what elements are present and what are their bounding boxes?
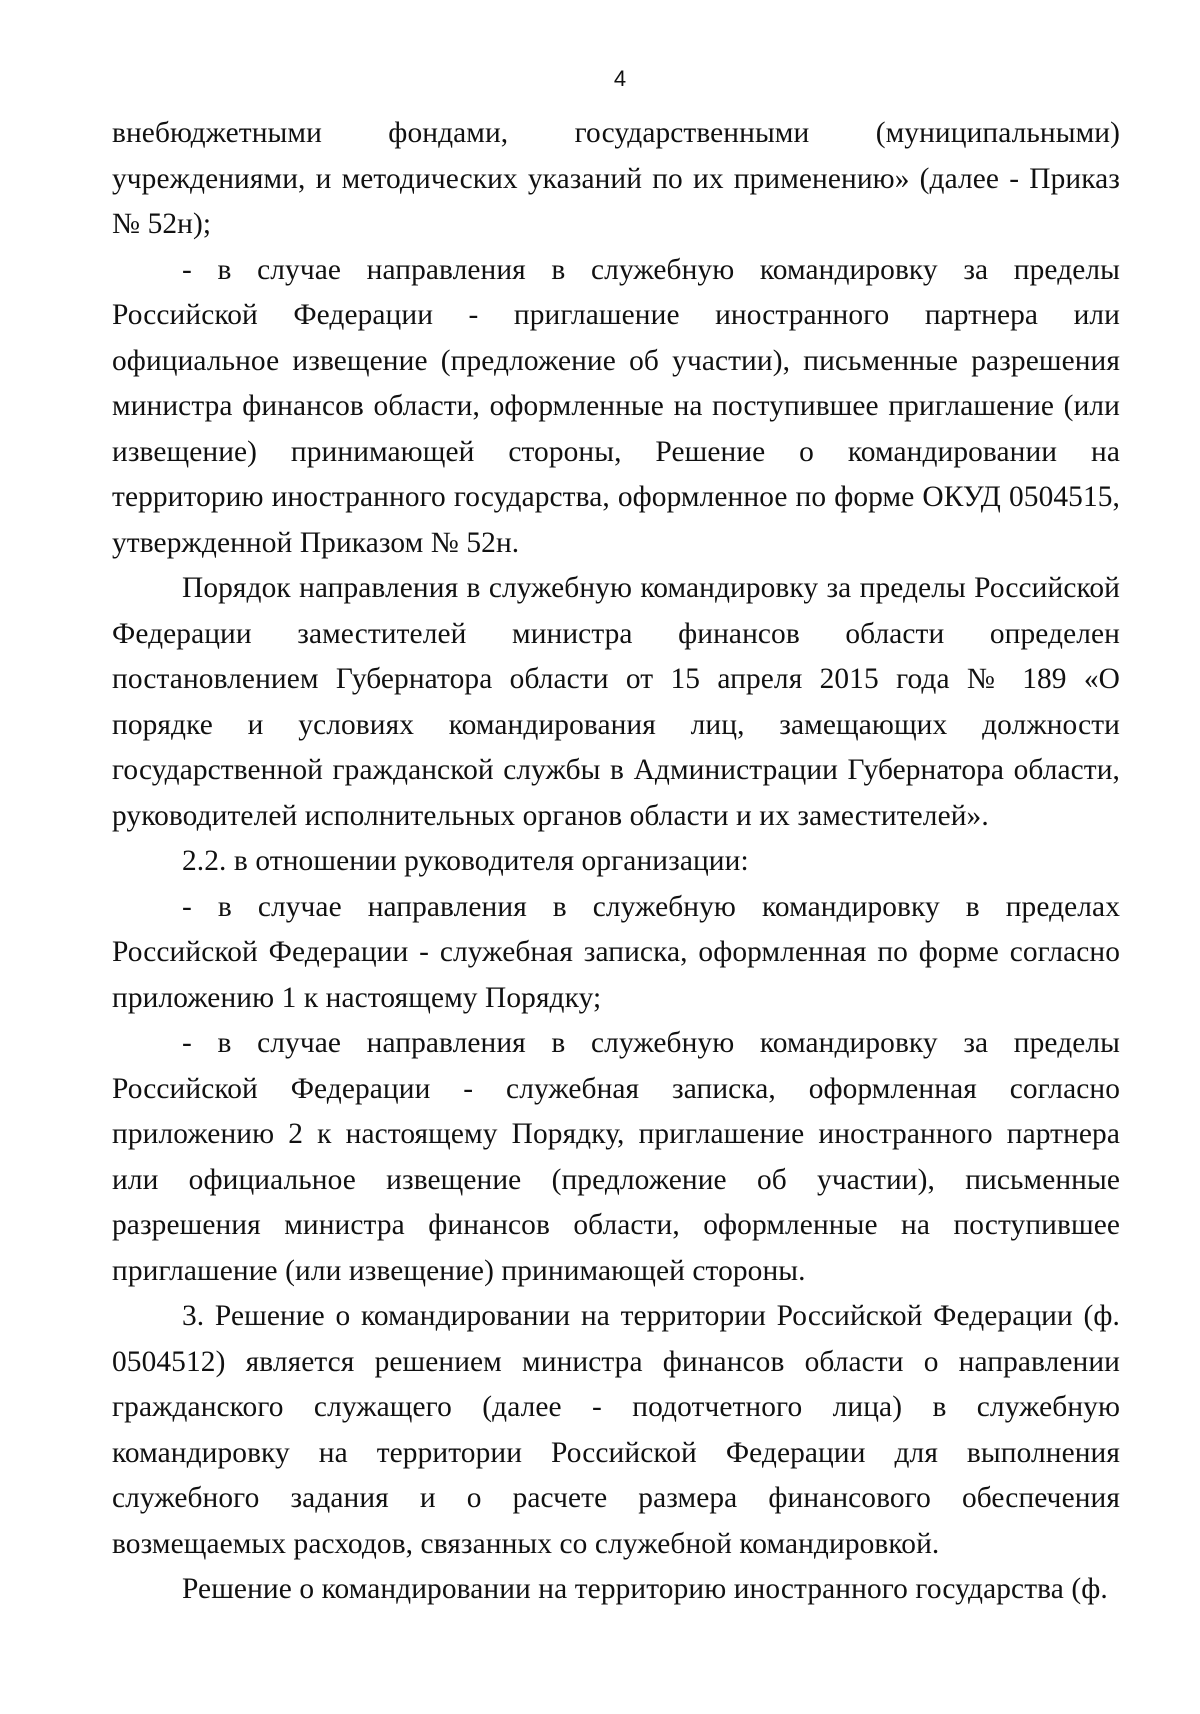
paragraph-domestic-trip-memo: - в случае направления в служебную командировку в пределах Российской Федерации - служебная записка, оформленная по форме согласно приложению 1 к настоящему Порядку;: [112, 890, 1120, 1014]
paragraph-section-2-2: 2.2. в отношении руководителя организации:: [182, 845, 749, 877]
paragraph-section-3-decision: 3. Решение о командировании на территории Российской Федерации (ф. 0504512) является решением министра финансов области о направлении гражданского служащего (далее - подотчетного лица) в служебную командировку на территории Российской Федерации для выполнения служебного задания и о расчете размера финансового обеспечения возмещаемых расходов, связанных со служебной командировкой.: [112, 1300, 1120, 1560]
paragraph-foreign-decision-start: Решение о командировании на территорию иностранного государства (ф.: [182, 1573, 1108, 1605]
paragraph-order-52n-reference: внебюджетными фондами, государственными (муниципальными) учреждениями, и методических указаний по их применению» (далее - Приказ № 52н);: [112, 117, 1120, 240]
paragraph-foreign-trip-documents: - в случае направления в служебную командировку за пределы Российской Федерации - приглашение иностранного партнера или официальное извещение (предложение об участии), письменные разрешения министра финансов области, оформленные на поступившее приглашение (или извещение) принимающей стороны, Решение о командировании на территорию иностранного государства, оформленное по форме ОКУД 0504515, утвержденной Приказом № 52н.: [112, 253, 1120, 559]
paragraph-deputy-ministers-procedure: Порядок направления в служебную командировку за пределы Российской Федерации заместителей министра финансов области определен постановлением Губернатора области от 15 апреля 2015 года № 189 «О порядке и условиях командирования лиц, замещающих должности государственной гражданской службы в Администрации Губернатора области, руководителей исполнительных органов области и их заместителей».: [112, 572, 1120, 832]
page-number: 4: [613, 66, 627, 91]
document-body: [112, 111, 1120, 1613]
paragraph-foreign-trip-memo: - в случае направления в служебную командировку за пределы Российской Федерации - служебная записка, оформленная согласно приложению 2 к настоящему Порядку, приглашение иностранного партнера или официальное извещение (предложение об участии), письменные разрешения министра финансов области, оформленные на поступившее приглашение (или извещение) принимающей стороны.: [112, 1027, 1120, 1287]
